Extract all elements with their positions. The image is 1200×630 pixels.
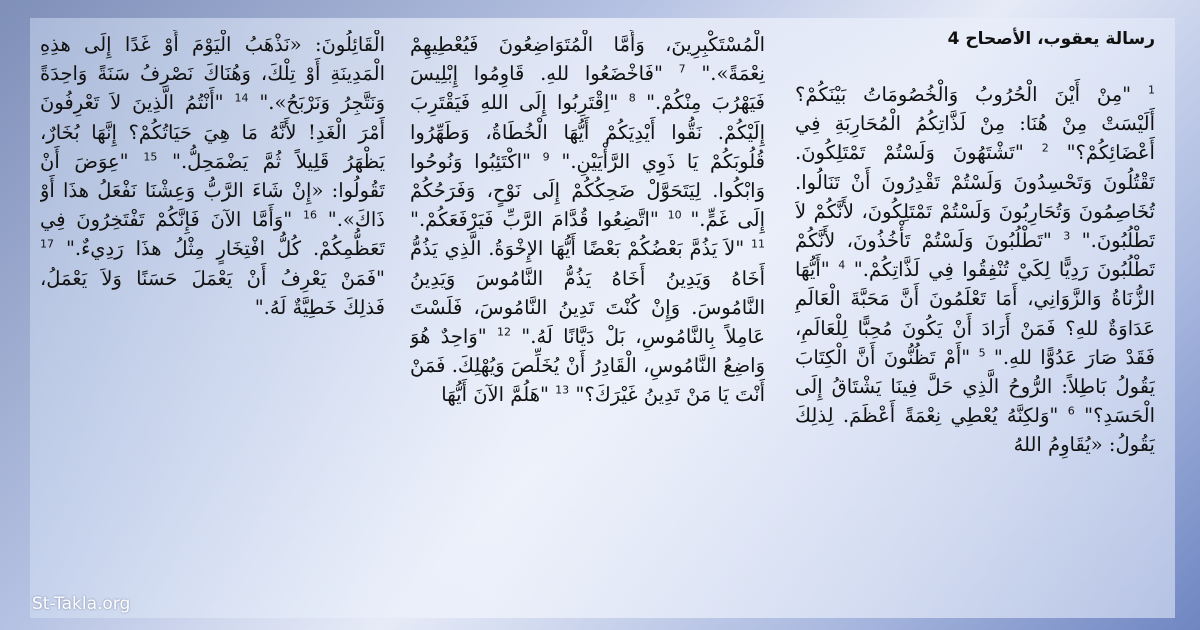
verse-number: 5 — [978, 346, 986, 360]
verse-number: 6 — [1067, 404, 1075, 418]
verse-text: "فَمَنْ يَعْرِفُ أَنْ يَعْمَلَ حَسَنًا وَلاَ يَعْمَلُ، فَذلِكَ خَطِيَّةٌ لَهُ." — [40, 266, 385, 319]
site-watermark: St-Takla.org — [32, 594, 131, 614]
verse-number: 12 — [497, 325, 512, 339]
verse-number: 2 — [1041, 141, 1049, 155]
verse-text: "فَاخْضَعُوا للهِ. قَاوِمُوا إِبْلِيسَ فَيَهْرُبَ مِنْكُمْ." — [410, 62, 765, 115]
verse-text: "اكْتَئِبُوا وَنُوحُوا وَابْكُوا. لِيَتَحَوَّلْ ضَحِكُكُمْ إِلَى نَوْحٍ، وَفَرَحُكُمْ إِلَى غَمٍّ." — [410, 149, 765, 232]
verse-number: 4 — [838, 258, 846, 272]
verse-number: 11 — [751, 237, 765, 251]
verse-text: "تَشْتَهُونَ وَلَسْتُمْ تَمْتَلِكُونَ. تَقْتُلُونَ وَتَحْسِدُونَ وَلَسْتُمْ تَقْدِرُونَ أَنْ تَنَالُوا. تُخَاصِمُونَ وَتُحَارِبُونَ وَلَسْتُمْ تَمْتَلِكُونَ، لأَنَّكُمْ لاَ تَطْلُبُونَ." — [795, 141, 1155, 253]
text-column-3 — [40, 30, 385, 610]
verse-text: "عِوَضَ أَنْ تَقُولُوا: «إِنْ شَاءَ الرَّبُّ وَعِشْنَا نَفْعَلُ هذَا أَوْ ذَاكَ»." — [40, 149, 385, 232]
verse-text: "تَطْلُبُونَ وَلَسْتُمْ تَأْخُذُونَ، لأَنَّكُمْ تَطْلُبُونَ رَدِيًّا لِكَيْ تُنْفِقُوا فِي لَذَّاتِكُمْ." — [795, 229, 1155, 282]
verse-number: 1 — [1148, 83, 1155, 97]
verse-text: "هَلُمَّ الآنَ أَيُّهَا — [441, 383, 549, 407]
verse-text: "اتَّضِعُوا قُدَّامَ الرَّبِّ فَيَرْفَعَكُمْ." — [410, 208, 659, 232]
verse-text: "اِقْتَرِبُوا إِلَى اللهِ فَيَقْتَرِبَ إِلَيْكُمْ. نَقُّوا أَيْدِيَكُمْ أَيُّهَا الْخُطَاةُ، وَطَهِّرُوا قُلُوبَكُمْ يَا ذَوِي الرَّأْيَيْنِ." — [410, 91, 765, 173]
verse-number: 9 — [542, 150, 550, 164]
verse-text: الْقَائِلُونَ: «نَذْهَبُ الْيَوْمَ أَوْ غَدًا إِلَى هذِهِ الْمَدِينَةِ أَوْ تِلْكَ، وَهُنَاكَ نَصْرِفُ سَنَةً وَاحِدَةً وَنَتَّجِرُ وَنَرْبَحُ»." — [40, 33, 385, 115]
verse-number: 17 — [40, 237, 54, 251]
chapter-heading: رسالة يعقوب، الأصحاح 4 — [947, 29, 1155, 49]
verse-number: 16 — [302, 208, 317, 222]
verse-text: "لاَ يَذُمَّ بَعْضُكُمْ بَعْضًا أَيُّهَا الإِخْوَةُ. الَّذِي يَذُمُّ أَخَاهُ وَيَدِينُ أَخَاهُ يَذُمُّ النَّامُوسَ وَيَدِينُ النَّامُوسَ. وَإِنْ كُنْتَ تَدِينُ النَّامُوسَ، فَلَسْتَ عَامِلاً بِالنَّامُوسِ، بَلْ دَيَّانًا لَهُ." — [410, 237, 765, 349]
verse-text: "أَنْتُمُ الَّذِينَ لاَ تَعْرِفُونَ أَمْرَ الْغَدِ! لأَنَّهُ مَا هِيَ حَيَاتُكُمْ؟ إِنَّهَا بُخَارٌ، يَظْهَرُ قَلِيلاً ثُمَّ يَضْمَحِلُّ." — [40, 91, 385, 173]
verse-number: 15 — [143, 150, 158, 164]
verse-number: 10 — [667, 208, 682, 222]
verse-text: "وَأَمَّا الآنَ فَإِنَّكُمْ تَفْتَخِرُونَ فِي تَعَظُّمِكُمْ. كُلُّ افْتِخَارٍ مِثْلُ هذَا رَدِيءٌ." — [40, 208, 385, 261]
verse-text: "أَيُّهَا الزُّنَاةُ وَالزَّوَانِي، أَمَا تَعْلَمُونَ أَنَّ مَحَبَّةَ الْعَالَمِ عَدَاوَةٌ للهِ؟ فَمَنْ أَرَادَ أَنْ يَكُونَ مُحِبًّا لِلْعَالَمِ، فَقَدْ صَارَ عَدُوًّا للهِ." — [795, 258, 1155, 369]
verse-number: 8 — [628, 91, 636, 105]
verse-text: "وَلكِنَّهُ يُعْطِي نِعْمَةً أَعْظَمَ. لِذلِكَ يَقُولُ: «يُقَاوِمُ اللهُ — [795, 404, 1155, 457]
verse-number: 7 — [678, 62, 686, 76]
verse-text: "وَاحِدٌ هُوَ وَاضِعُ النَّامُوسِ، الْقَادِرُ أَنْ يُخَلِّصَ وَيُهْلِكَ. فَمَنْ أَنْتَ يَا مَنْ تَدِينُ غَيْرَكَ؟" — [410, 325, 765, 407]
verse-text: "أَمْ تَظُنُّونَ أَنَّ الْكِتَابَ يَقُولُ بَاطِلاً: الرُّوحُ الَّذِي حَلَّ فِينَا يَشْتَاقُ إِلَى الْحَسَدِ؟" — [795, 345, 1155, 428]
text-panel — [30, 18, 1175, 618]
verse-text: "مِنْ أَيْنَ الْحُرُوبُ وَالْخُصُومَاتُ بَيْنَكُمْ؟ أَلَيْسَتْ مِنْ هُنَا: مِنْ لَذَّاتِكُمُ الْمُحَارِبَةِ فِي أَعْضَائِكُمْ؟" — [795, 83, 1155, 165]
verse-number: 3 — [1063, 229, 1071, 243]
verse-text: الْمُسْتَكْبِرِينَ، وَأَمَّا الْمُتَوَاضِعُونَ فَيُعْطِيهِمْ نِعْمَةً»." — [410, 33, 765, 86]
verse-number: 13 — [555, 383, 570, 397]
text-column-2 — [410, 30, 765, 610]
text-column-1 — [795, 24, 1155, 604]
verse-number: 14 — [234, 91, 249, 105]
